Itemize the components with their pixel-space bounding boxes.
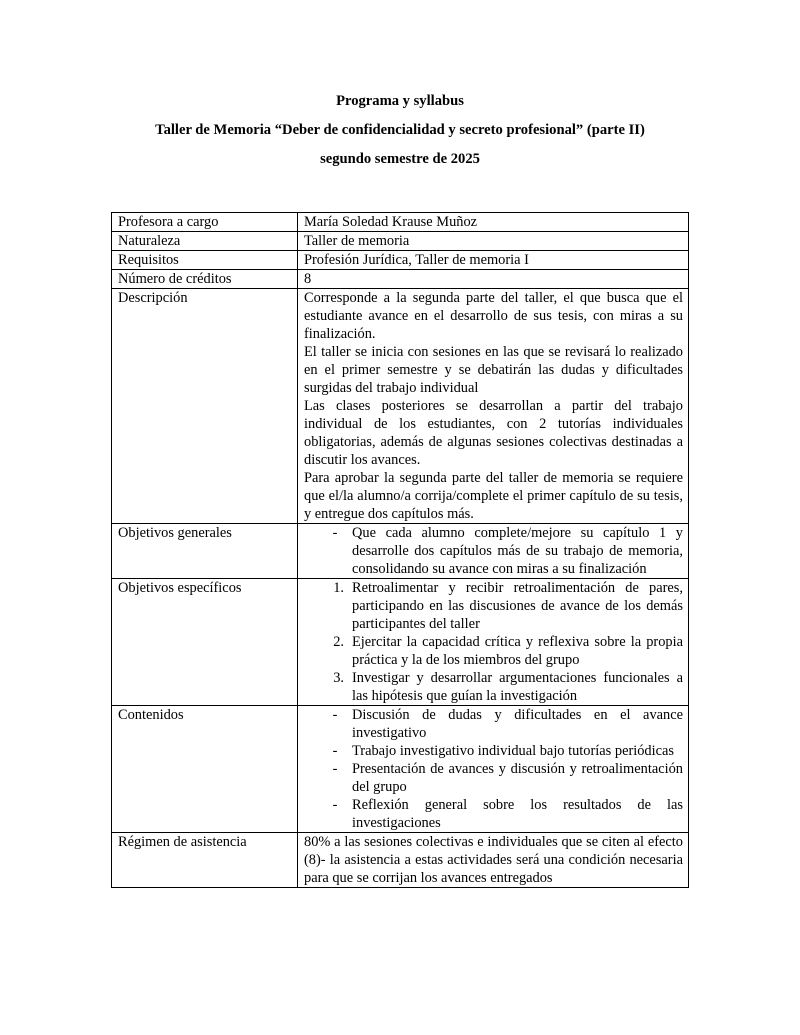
semester: segundo semestre de 2025 — [320, 151, 480, 167]
list-number: 3. — [333, 670, 344, 686]
row-label: Naturaleza — [112, 232, 298, 251]
row-label: Objetivos generales — [112, 524, 298, 579]
list-item — [304, 579, 683, 633]
general-objectives-list — [304, 524, 683, 578]
list-item-text: Reflexión general sobre los resultados de las investigaciones — [352, 797, 683, 831]
row-value: 8 — [298, 270, 689, 289]
list-marker: - — [332, 797, 338, 813]
table-row — [112, 833, 689, 888]
document-title: Programa y syllabus — [336, 93, 464, 109]
contents-cell — [298, 706, 689, 833]
description-paragraph: Para aprobar la segunda parte del taller de memoria se requiere que el/la alumno/a corrija/complete el primer capítulo de su tesis, y entregue dos capítulos más. — [304, 470, 683, 522]
table-row — [112, 232, 689, 251]
list-item — [304, 742, 683, 760]
list-item-text: Discusión de dudas y dificultades en el avance investigativo — [352, 707, 683, 741]
list-item-text: Trabajo investigativo individual bajo tutorías periódicas — [352, 743, 675, 759]
row-label: Objetivos específicos — [112, 579, 298, 706]
table-row — [112, 251, 689, 270]
description-cell — [298, 289, 689, 524]
table-row — [112, 524, 689, 579]
row-value: Profesión Jurídica, Taller de memoria I — [298, 251, 689, 270]
description-paragraph: El taller se inicia con sesiones en las que se revisará lo realizado en el primer semestre y se debatirán las dudas y dificultades surgidas del trabajo individual — [304, 344, 683, 396]
row-label: Profesora a cargo — [112, 213, 298, 232]
list-marker: - — [332, 761, 338, 777]
list-item — [304, 633, 683, 669]
list-item — [304, 669, 683, 705]
list-item-text: Ejercitar la capacidad crítica y reflexiva sobre la propia práctica y la de los miembros del grupo — [352, 634, 683, 668]
row-value: 80% a las sesiones colectivas e individuales que se citen al efecto (8)- la asistencia a estas actividades será una condición necesaria para que se corrijan los avances entregados — [298, 833, 689, 888]
list-marker: - — [332, 743, 338, 759]
list-item-text: Presentación de avances y discusión y retroalimentación del grupo — [352, 761, 683, 795]
list-item — [304, 760, 683, 796]
table-row — [112, 706, 689, 833]
list-number: 1. — [333, 580, 344, 596]
list-item-text: Retroalimentar y recibir retroalimentación de pares, participando en las discusiones de avance de los demás participantes del taller — [352, 580, 683, 632]
document-header — [0, 92, 800, 168]
list-item — [304, 524, 683, 578]
row-label: Requisitos — [112, 251, 298, 270]
list-item — [304, 796, 683, 832]
specific-objectives-list — [304, 579, 683, 705]
row-value: María Soledad Krause Muñoz — [298, 213, 689, 232]
description-paragraph: Corresponde a la segunda parte del taller, el que busca que el estudiante avance en el desarrollo de sus tesis, con miras a su finalización. — [304, 290, 683, 342]
contents-list — [304, 706, 683, 832]
row-label: Número de créditos — [112, 270, 298, 289]
description-paragraph: Las clases posteriores se desarrollan a partir del trabajo individual de los estudiantes, con 2 tutorías individuales obligatorias, además de algunas sesiones colectivas destinadas a discutir los avances. — [304, 398, 683, 468]
table-row — [112, 289, 689, 524]
row-label: Descripción — [112, 289, 298, 524]
list-item — [304, 706, 683, 742]
list-item-text: Que cada alumno complete/mejore su capítulo 1 y desarrolle dos capítulos más de su trabajo de memoria, consolidando su avance con miras a su finalización — [352, 525, 683, 577]
list-marker: - — [332, 525, 338, 541]
row-value: Taller de memoria — [298, 232, 689, 251]
specific-objectives-cell — [298, 579, 689, 706]
row-label: Régimen de asistencia — [112, 833, 298, 888]
list-item-text: Investigar y desarrollar argumentaciones funcionales a las hipótesis que guían la investigación — [352, 670, 683, 704]
row-label: Contenidos — [112, 706, 298, 833]
table-row — [112, 270, 689, 289]
syllabus-table — [111, 212, 689, 888]
general-objectives-cell — [298, 524, 689, 579]
table-row — [112, 579, 689, 706]
course-title: Taller de Memoria “Deber de confidencialidad y secreto profesional” (parte II) — [155, 122, 645, 138]
table-row — [112, 213, 689, 232]
list-marker: - — [332, 707, 338, 723]
list-number: 2. — [333, 634, 344, 650]
